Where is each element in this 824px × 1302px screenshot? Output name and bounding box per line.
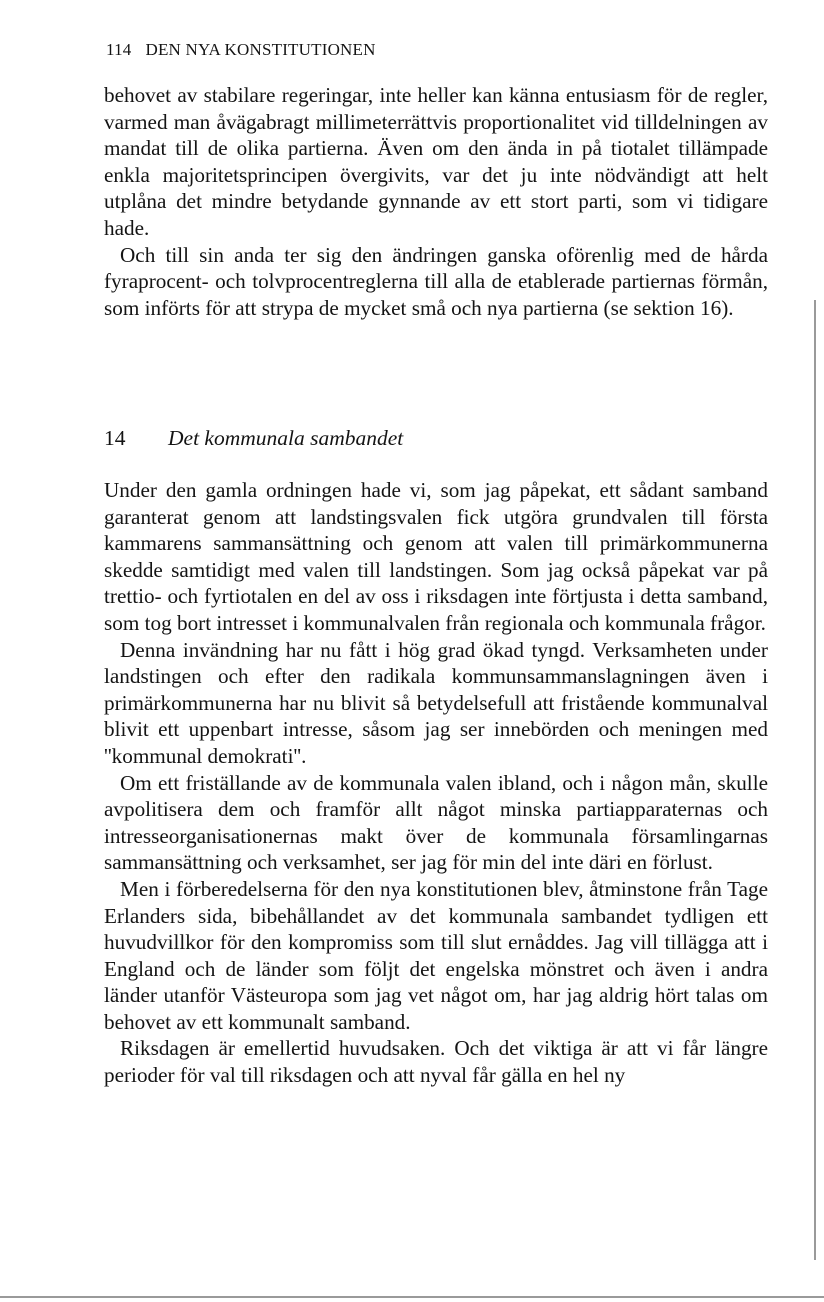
- section-title: Det kommunala sambandet: [168, 426, 404, 450]
- paragraph: Under den gamla ordningen hade vi, som jag påpekat, ett sådant samband garanterat genom att landstingsvalen fick utgöra grundvalen till första kammarens sammansättning och genom att valen till primärkommunerna skedde samtidigt med valen till landstingen. Som jag också påpekat var på trettio- och fyrtiotalen en del av oss i riksdagen inte förtjusta i detta samband, som tog bort intresset i kommunalvalen från regionala och kommunala frågor.: [104, 478, 768, 635]
- scan-edge-bottom: [0, 1296, 824, 1298]
- scan-edge-right: [814, 300, 816, 1260]
- paragraph: Denna invändning har nu fått i hög grad ökad tyngd. Verksamheten under landstingen och efter den radikala kommunsammanslagningen även i primärkommunerna har nu blivit så betydelsefull att fristående kommunalval blivit ett uppenbart intresse, såsom jag ser innebörden och meningen med ''kommunal demokrati''.: [104, 637, 768, 768]
- page-number: 114: [106, 40, 132, 59]
- body-text-top: [104, 82, 768, 321]
- paragraph: Om ett friställande av de kommunala valen ibland, och i någon mån, skulle avpolitisera dem och framför allt något minska partiapparaternas och intresseorganisationernas makt över de kommunala församlingarnas sammansättning och verksamhet, ser jag för min del inte däri en förlust.: [104, 770, 768, 875]
- section-heading: [104, 426, 403, 451]
- running-title: DEN NYA KONSTITUTIONEN: [145, 40, 376, 59]
- paragraph: Och till sin anda ter sig den ändringen ganska oförenlig med de hårda fyraprocent- och tolvprocentreglerna till alla de etablerade partiernas förmån, som införts för att strypa de mycket små och nya partierna (se sektion 16).: [104, 242, 768, 320]
- paragraph: behovet av stabilare regeringar, inte heller kan känna entusiasm för de regler, varmed man åvägabragt millimeterrättvis proportionalitet vid tilldelningen av mandat till de olika partierna. Även om den ända in på tiotalet tillämpade enkla majoritetsprincipen övergivits, var det ju inte nödvändigt att helt utplåna det mindre betydande gynnande av ett stort parti, som vi tidigare hade.: [104, 83, 768, 240]
- paragraph: Men i förberedelserna för den nya konstitutionen blev, åtminstone från Tage Erlanders sida, bibehållandet av det kommunala sambandet tydligen ett huvudvillkor för den kompromiss som till slut ernåddes. Jag vill tillägga att i England och de länder som följt det engelska mönstret och även i andra länder utanför Västeuropa som jag vet något om, har jag aldrig hört talas om behovet av ett kommunalt samband.: [104, 876, 768, 1034]
- running-head: [106, 40, 376, 60]
- paragraph: Riksdagen är emellertid huvudsaken. Och det viktiga är att vi får längre perioder för val till riksdagen och att nyval får gälla en hel ny: [104, 1036, 768, 1088]
- section-number: 14: [104, 426, 126, 450]
- body-text-section: [104, 477, 768, 1089]
